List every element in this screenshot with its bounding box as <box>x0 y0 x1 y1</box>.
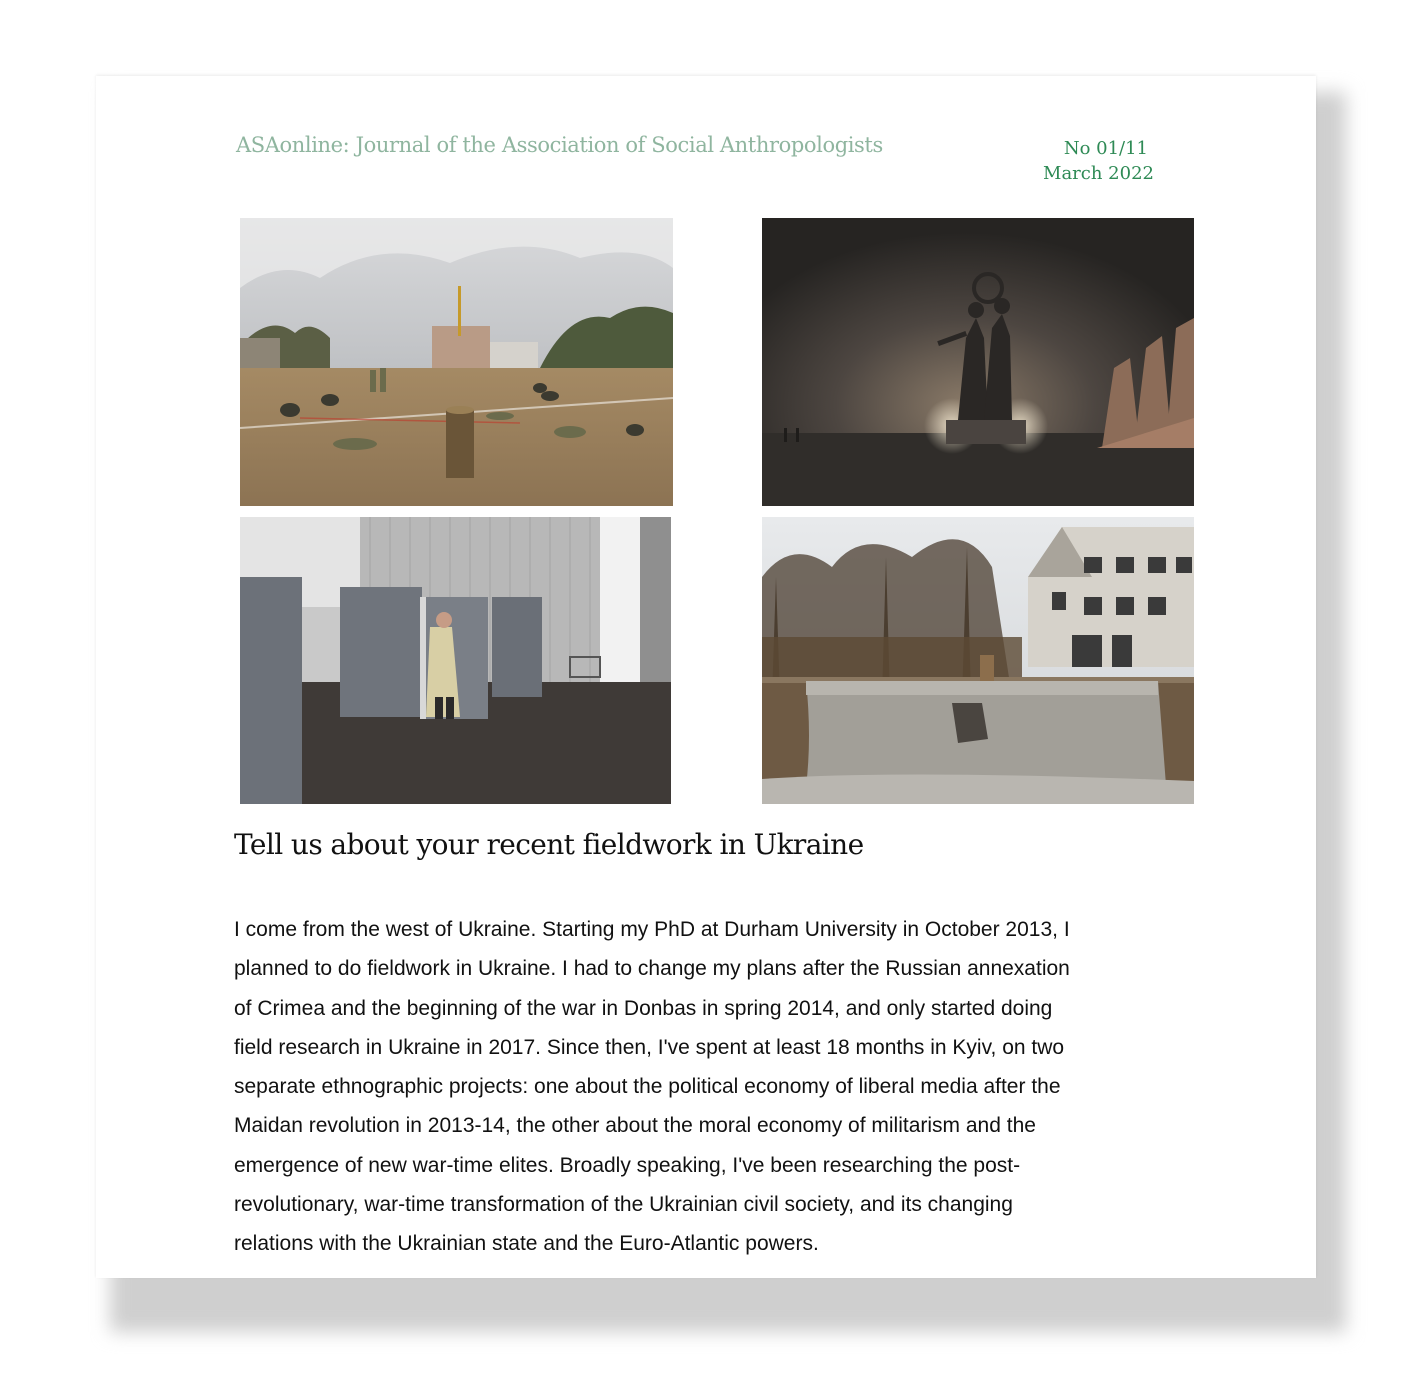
issue-info <box>1034 136 1154 186</box>
training-ground-photo <box>240 218 673 506</box>
article-line: revolutionary, war-time transformation of the Ukrainian civil society, and its changing <box>234 1193 1013 1217</box>
article-line: planned to do fieldwork in Ukraine. I had to change my plans after the Russian annexation <box>234 957 1070 981</box>
article-line: field research in Ukraine in 2017. Since then, I've spent at least 18 months in Kyiv, on two <box>234 1035 1065 1059</box>
article-heading: Tell us about your recent fieldwork in Ukraine <box>234 828 864 861</box>
grey-booths-hall-photo <box>240 517 671 804</box>
article-line: Maidan revolution in 2013-14, the other about the moral economy of militarism and the <box>234 1114 1036 1138</box>
journal-title: ASAonline: Journal of the Association of Social Anthropologists <box>236 133 883 157</box>
article-line: I come from the west of Ukraine. Starting my PhD at Durham University in October 2013, I <box>234 918 1070 941</box>
soviet-monument-photo <box>762 218 1194 506</box>
article-line: of Crimea and the beginning of the war in Donbas in spring 2014, and only started doing <box>234 996 1053 1020</box>
journal-page <box>96 76 1316 1278</box>
article-body <box>234 910 1164 1264</box>
issue-number: No 01/11 <box>1063 138 1148 159</box>
article-line: separate ethnographic projects: one about the political economy of liberal media after the <box>234 1075 1061 1099</box>
issue-date: March 2022 <box>1043 163 1154 184</box>
article-line: relations with the Ukrainian state and the Euro-Atlantic powers. <box>234 1232 819 1256</box>
article-line: emergence of new war-time elites. Broadly speaking, I've been researching the post- <box>234 1153 1021 1177</box>
abandoned-building-photo <box>762 517 1194 804</box>
